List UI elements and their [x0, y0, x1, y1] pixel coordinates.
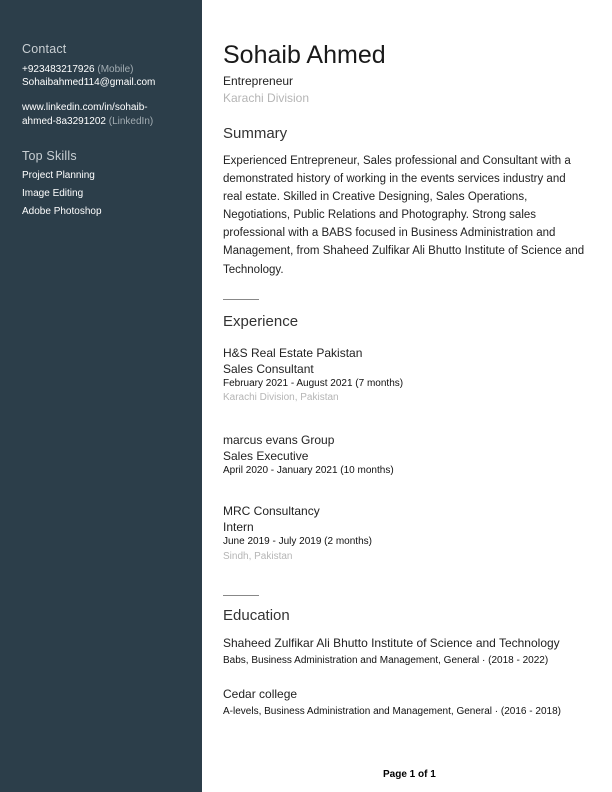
education-detail: A-levels, Business Administration and Management, General · (2016 - 2018) — [223, 706, 561, 717]
phone-label: (Mobile) — [97, 64, 134, 75]
skill-item: Adobe Photoshop — [22, 206, 102, 217]
section-divider — [223, 595, 259, 596]
education-title: Education — [223, 607, 290, 624]
sidebar — [0, 0, 202, 792]
experience-location: Karachi Division, Pakistan — [223, 392, 339, 403]
skill-item: Image Editing — [22, 188, 84, 199]
experience-dates: February 2021 - August 2021 (7 months) — [223, 378, 404, 389]
linkedin-label: (LinkedIn) — [108, 116, 154, 127]
profile-headline: Entrepreneur — [223, 74, 294, 88]
experience-role: Intern — [223, 520, 254, 534]
phone-number[interactable]: +923483217926 — [22, 64, 95, 75]
summary-text: Experienced Entrepreneur, Sales professional and Consultant with a demonstrated history of working in the events services industry and real estate. Skilled in Creative Designing, Sales Operations, Negotiations, Public Relations and Photography. Strong sales professional with a BABS focused in Business Administration and Management, from Shaheed Zulfikar Ali Bhutto Institute of Science and Technology. — [223, 155, 585, 276]
experience-company: MRC Consultancy — [223, 504, 320, 518]
experience-location: Sindh, Pakistan — [223, 551, 293, 562]
contact-linkedin-line1[interactable]: www.linkedin.com/in/sohaib- — [22, 102, 148, 113]
page-number: Page 1 of 1 — [383, 769, 436, 780]
education-detail: Babs, Business Administration and Management, General · (2018 - 2022) — [223, 655, 549, 666]
experience-role: Sales Executive — [223, 449, 309, 463]
education-school: Shaheed Zulfikar Ali Bhutto Institute of Science and Technology — [223, 636, 560, 650]
profile-name: Sohaib Ahmed — [223, 41, 386, 69]
experience-role: Sales Consultant — [223, 362, 314, 376]
contact-heading: Contact — [22, 42, 67, 56]
experience-title: Experience — [223, 313, 299, 330]
education-school: Cedar college — [223, 687, 298, 701]
skills-heading: Top Skills — [22, 149, 77, 163]
linkedin-link[interactable]: ahmed-8a3291202 — [22, 116, 106, 127]
experience-dates: April 2020 - January 2021 (10 months) — [223, 465, 394, 476]
section-divider — [223, 299, 259, 300]
experience-company: H&S Real Estate Pakistan — [223, 346, 363, 360]
contact-linkedin-line2 — [22, 115, 153, 128]
contact-phone — [22, 63, 133, 76]
experience-company: marcus evans Group — [223, 433, 335, 447]
skill-item: Project Planning — [22, 170, 95, 181]
summary-title: Summary — [223, 125, 288, 142]
profile-location: Karachi Division — [223, 91, 310, 105]
contact-email[interactable]: Sohaibahmed114@gmail.com — [22, 77, 156, 88]
experience-dates: June 2019 - July 2019 (2 months) — [223, 536, 372, 547]
